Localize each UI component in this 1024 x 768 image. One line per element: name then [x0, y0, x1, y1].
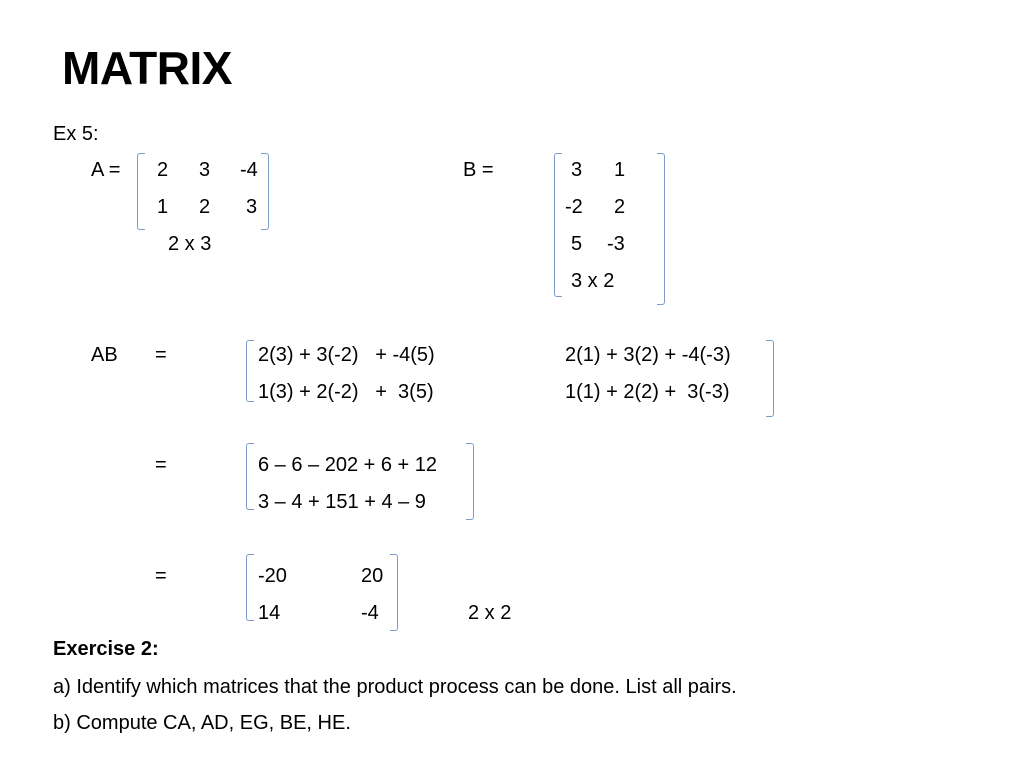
- equals-sign: =: [155, 454, 167, 476]
- matrix-b-cell: 1: [614, 159, 626, 181]
- matrix-b-label: B =: [463, 159, 494, 181]
- exercise-heading: Exercise 2:: [53, 638, 159, 660]
- step2-left-bracket: [246, 443, 254, 510]
- step1-cell: 2(3) + 3(-2) + -4(5): [258, 344, 435, 366]
- step1-right-bracket: [766, 340, 774, 417]
- matrix-a-left-bracket: [137, 153, 145, 230]
- step1-cell: 1(3) + 2(-2) + 3(5): [258, 381, 434, 403]
- step3-right-bracket: [390, 554, 398, 631]
- exercise-part-b: b) Compute CA, AD, EG, BE, HE.: [53, 712, 351, 734]
- matrix-a-right-bracket: [261, 153, 269, 230]
- result-cell: -20: [258, 565, 287, 587]
- exercise-part-a: a) Identify which matrices that the product process can be done. List all pairs.: [53, 676, 737, 698]
- result-cell: 20: [361, 565, 384, 587]
- slide-title: MATRIX: [62, 42, 232, 94]
- matrix-b-left-bracket: [554, 153, 562, 297]
- matrix-a-cell: 2: [157, 159, 169, 181]
- example-label: Ex 5:: [53, 123, 99, 145]
- matrix-b-cell: 2: [614, 196, 626, 218]
- result-cell: 14: [258, 602, 281, 624]
- matrix-b-cell: -2: [565, 196, 583, 218]
- step1-cell: 2(1) + 3(2) + -4(-3): [565, 344, 731, 366]
- result-cell: -4: [361, 602, 379, 624]
- equals-sign: =: [155, 344, 167, 366]
- matrix-a-cell: 2: [199, 196, 211, 218]
- step2-row: 6 – 6 – 202 + 6 + 12: [258, 454, 438, 476]
- matrix-b-dimension: 3 x 2: [571, 270, 615, 292]
- equals-sign: =: [155, 565, 167, 587]
- matrix-a-cell: 3: [246, 196, 258, 218]
- ab-label: AB: [91, 344, 118, 366]
- matrix-a-cell: -4: [240, 159, 258, 181]
- matrix-a-dimension: 2 x 3: [168, 233, 212, 255]
- step1-left-bracket: [246, 340, 254, 402]
- result-dimension: 2 x 2: [468, 602, 512, 624]
- matrix-a-cell: 3: [199, 159, 211, 181]
- matrix-b-cell: 3: [571, 159, 583, 181]
- matrix-a-label: A =: [91, 159, 121, 181]
- matrix-a-cell: 1: [157, 196, 169, 218]
- step1-cell: 1(1) + 2(2) + 3(-3): [565, 381, 730, 403]
- step3-left-bracket: [246, 554, 254, 621]
- matrix-b-cell: 5: [571, 233, 583, 255]
- matrix-b-cell: -3: [607, 233, 625, 255]
- step2-right-bracket: [466, 443, 474, 520]
- step2-row: 3 – 4 + 151 + 4 – 9: [258, 491, 426, 513]
- matrix-b-right-bracket: [657, 153, 665, 305]
